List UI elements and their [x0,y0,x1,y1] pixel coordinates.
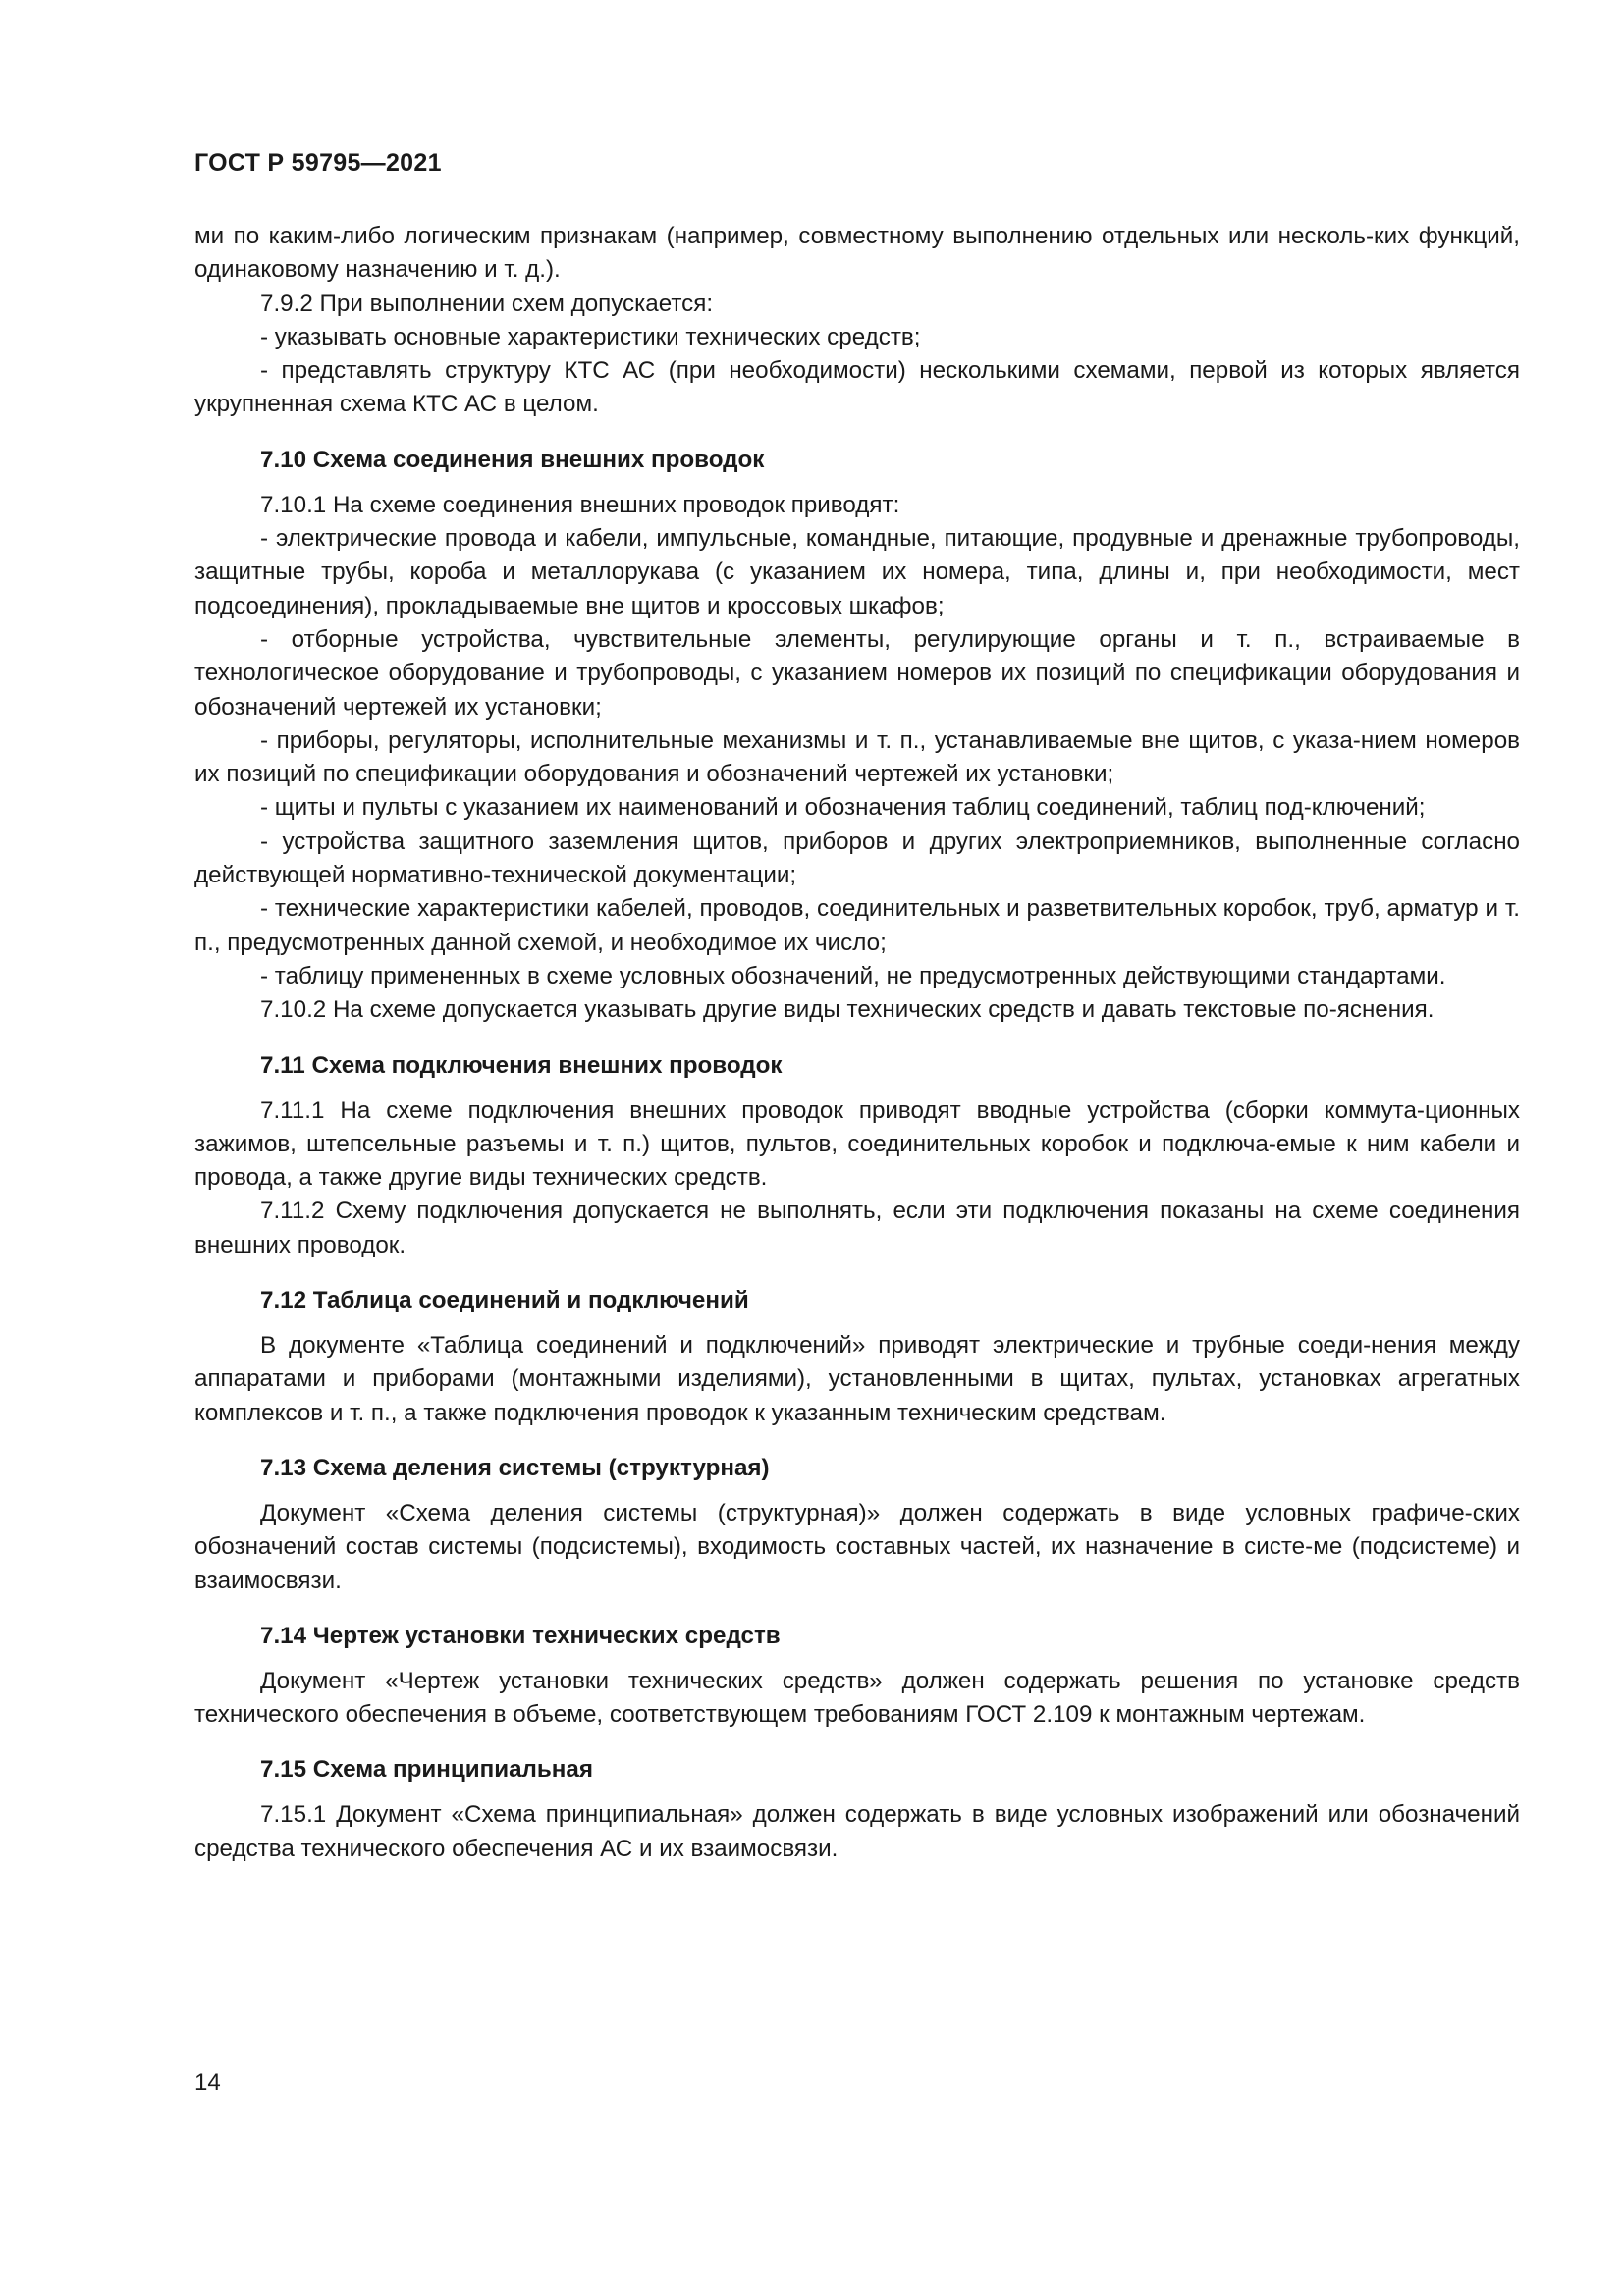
section-heading: 7.15 Схема принципиальная [260,1756,593,1784]
paragraph: 7.10.2 На схеме допускается указывать другие виды технических средств и давать текстовые по-яснения. [260,996,1435,1024]
paragraph: - электрические провода и кабели, импульсные, командные, питающие, продувные и дренажные трубопроводы, защитные трубы, короба и металлорукава (с указанием их номера, типа, длины и, при необходимости, мест подсоединения), прокладываемые вне щитов и кроссовых шкафов; [194,525,1520,619]
paragraph: - устройства защитного заземления щитов, приборов и других электроприемников, выполненные согласно действующей нормативно-технической документации; [194,828,1520,889]
paragraph: - приборы, регуляторы, исполнительные механизмы и т. п., устанавливаемые вне щитов, с указа-нием номеров их позиций по спецификации оборудования и обозначений чертежей их установки; [194,726,1520,788]
paragraph: 7.11.1 На схеме подключения внешних проводок приводят вводные устройства (сборки коммута-ционных зажимов, штепсельные разъемы и т. п.) щитов, пультов, соединительных коробок и подключа-емые к ним кабели и провода, а также другие виды технических средств. [194,1096,1520,1192]
paragraph: - таблицу примененных в схеме условных обозначений, не предусмотренных действующими стандартами. [260,962,1446,989]
paragraph: - отборные устройства, чувствительные элементы, регулирующие органы и т. п., встраиваемые в технологическое оборудование и трубопроводы, с указанием номеров их позиций по спецификации оборудования и обозначений чертежей их установки; [194,625,1520,721]
document-body [194,220,1520,1866]
paragraph: 7.10.1 На схеме соединения внешних проводок приводят: [260,491,900,518]
section-heading: 7.12 Таблица соединений и подключений [260,1287,749,1314]
paragraph: ми по каким-либо логическим признакам (например, совместному выполнению отдельных или несколь-ких функций, одинаковому назначению и т. д.). [194,223,1520,284]
section-heading: 7.14 Чертеж установки технических средств [260,1622,781,1649]
section-heading: 7.13 Схема деления системы (структурная) [260,1454,770,1481]
paragraph: Документ «Схема деления системы (структурная)» должен содержать в виде условных графиче-ских обозначений состав системы (подсистемы), входимость составных частей, их назначение в систе-ме (подсистеме) и взаимосвязи. [194,1499,1520,1594]
paragraph: - представлять структуру КТС АС (при необходимости) несколькими схемами, первой из которых является укрупненная схема КТС АС в целом. [194,357,1520,418]
section-heading: 7.10 Схема соединения внешних проводок [260,446,765,473]
paragraph: 7.15.1 Документ «Схема принципиальная» должен содержать в виде условных изображений или обозначений средства технического обеспечения АС и их взаимосвязи. [194,1801,1520,1862]
document-page [194,147,1520,1866]
paragraph: - технические характеристики кабелей, проводов, соединительных и разветвительных коробок, труб, арматур и т. п., предусмотренных данной схемой, и необходимое их число; [194,895,1520,956]
paragraph: - указывать основные характеристики технических средств; [260,323,921,350]
section-heading: 7.11 Схема подключения внешних проводок [260,1051,783,1079]
page-number: 14 [194,2069,221,2096]
paragraph: - щиты и пульты с указанием их наименований и обозначения таблиц соединений, таблиц под-ключений; [260,794,1426,822]
paragraph: В документе «Таблица соединений и подключений» приводят электрические и трубные соеди-нения между аппаратами и приборами (монтажными изделиями), установленными в щитах, пультах, установках агрегатных комплексов и т. п., а также подключения проводок к указанным техническим средствам. [194,1332,1520,1426]
paragraph: 7.11.2 Схему подключения допускается не выполнять, если эти подключения показаны на схеме соединения внешних проводок. [194,1198,1520,1258]
paragraph: Документ «Чертеж установки технических средств» должен содержать решения по установке средств технического обеспечения в объеме, соответствующем требованиям ГОСТ 2.109 к монтажным чертежам. [194,1667,1520,1729]
paragraph: 7.9.2 При выполнении схем допускается: [260,290,714,317]
document-code-header: ГОСТ Р 59795—2021 [194,149,442,177]
